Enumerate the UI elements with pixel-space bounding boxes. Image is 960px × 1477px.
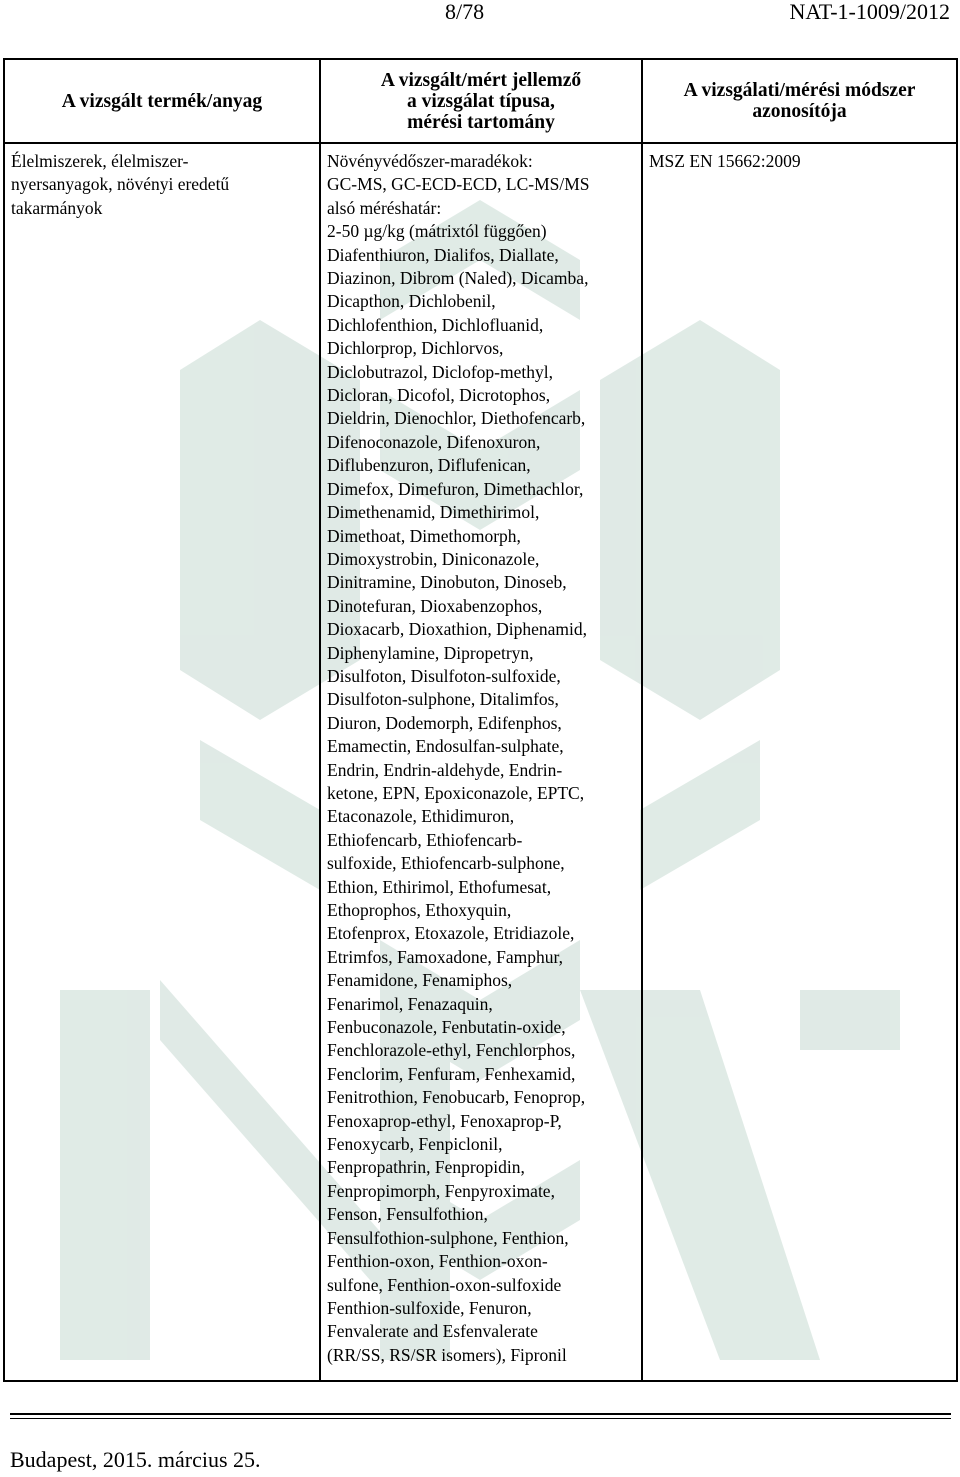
parameter-line: Dimethenamid, Dimethirimol,	[327, 502, 540, 523]
parameter-line: Disulfoton-sulphone, Ditalimfos,	[327, 689, 559, 710]
accreditation-table	[3, 58, 958, 1382]
parameter-line: Diuron, Dodemorph, Edifenphos,	[327, 712, 562, 733]
footer-rule-thin	[10, 1418, 951, 1419]
header-line: A vizsgált/mért jellemző	[380, 69, 582, 91]
parameter-line: Fenoxycarb, Fenpiclonil,	[327, 1134, 503, 1155]
header-line: A vizsgálati/mérési módszer	[683, 80, 916, 101]
method-id: MSZ EN 15662:2009	[649, 151, 801, 171]
parameter-line: Dinotefuran, Dioxabenzophos,	[327, 595, 543, 616]
header-line: mérési tartomány	[407, 111, 555, 133]
parameter-line: Diazinon, Dibrom (Naled), Dicamba,	[327, 268, 589, 289]
parameter-line: Dioxacarb, Dioxathion, Diphenamid,	[327, 619, 588, 640]
column-header-method	[642, 59, 957, 143]
product-line: takarmányok	[11, 197, 103, 218]
parameter-line: Emamectin, Endosulfan-sulphate,	[327, 736, 564, 757]
parameter-line: Etofenprox, Etoxazole, Etridiazole,	[327, 923, 575, 944]
parameter-line: Fenarimol, Fenazaquin,	[327, 993, 493, 1014]
parameter-line: Etaconazole, Ethidimuron,	[327, 806, 515, 827]
parameter-line: Dicapthon, Dichlobenil,	[327, 291, 496, 312]
parameter-line: Difenoconazole, Difenoxuron,	[327, 431, 541, 452]
parameter-line: Fenson, Fensulfothion,	[327, 1204, 488, 1225]
table-row	[4, 143, 957, 1381]
page-number: 8/78	[445, 0, 485, 24]
parameter-line: Fenpropimorph, Fenpyroximate,	[327, 1180, 555, 1201]
parameter-line: Fenthion-sulfoxide, Fenuron,	[327, 1297, 532, 1318]
parameter-line: Endrin, Endrin-aldehyde, Endrin-	[327, 759, 563, 780]
parameter-line: Fenclorim, Fenfuram, Fenhexamid,	[327, 1063, 576, 1084]
parameter-line: Növényvédőszer-maradékok:	[327, 151, 533, 171]
parameter-line: Ethiofencarb, Ethiofencarb-	[327, 829, 523, 850]
parameter-line: Diafenthiuron, Dialifos, Diallate,	[327, 244, 559, 265]
parameter-line: Dichlofenthion, Dichlofluanid,	[327, 314, 544, 335]
parameter-line: sulfone, Fenthion-oxon-sulfoxide	[327, 1274, 562, 1295]
parameter-line: Dimefox, Dimefuron, Dimethachlor,	[327, 478, 584, 499]
header-line: a vizsgálat típusa,	[407, 90, 555, 112]
parameter-line: Fenbuconazole, Fenbutatin-oxide,	[327, 1017, 566, 1038]
parameter-line: Dichlorprop, Dichlorvos,	[327, 338, 504, 359]
column-header-product	[4, 59, 320, 143]
product-cell	[4, 143, 320, 1381]
parameter-line: Etrimfos, Famoxadone, Famphur,	[327, 946, 564, 967]
parameter-line: sulfoxide, Ethiofencarb-sulphone,	[327, 853, 565, 874]
parameter-line: Dicloran, Dicofol, Dicrotophos,	[327, 385, 551, 406]
product-line: nyersanyagok, növényi eredetű	[11, 174, 230, 195]
parameter-line: (RR/SS, RS/SR isomers), Fipronil	[327, 1344, 567, 1365]
parameter-line: Fenitrothion, Fenobucarb, Fenoprop,	[327, 1087, 586, 1108]
parameter-line: Fenthion-oxon, Fenthion-oxon-	[327, 1251, 548, 1272]
parameter-line: Fenpropathrin, Fenpropidin,	[327, 1157, 525, 1178]
product-line: Élelmiszerek, élelmiszer-	[11, 151, 189, 171]
method-cell	[642, 143, 957, 1381]
table-header-row	[4, 59, 957, 143]
parameter-line: Fenvalerate and Esfenvalerate	[327, 1321, 538, 1342]
parameter-line: Fensulfothion-sulphone, Fenthion,	[327, 1227, 569, 1248]
parameter-line: ketone, EPN, Epoxiconazole, EPTC,	[327, 782, 585, 803]
parameter-line: Dimethoat, Dimethomorph,	[327, 525, 521, 546]
parameter-line: Diphenylamine, Dipropetryn,	[327, 642, 534, 663]
parameter-line: Ethoprophos, Ethoxyquin,	[327, 900, 512, 920]
parameter-line: Dieldrin, Dienochlor, Diethofencarb,	[327, 408, 586, 429]
column-header-parameter	[320, 59, 642, 143]
parameter-line: GC-MS, GC-ECD-ECD, LC-MS/MS	[327, 174, 590, 195]
document-id: NAT-1-1009/2012	[789, 0, 950, 24]
parameter-line: Fenamidone, Fenamiphos,	[327, 970, 513, 991]
parameter-line: Diflubenzuron, Diflufenican,	[327, 455, 531, 476]
parameter-line: Dinitramine, Dinobuton, Dinoseb,	[327, 572, 567, 593]
parameter-line: Diclobutrazol, Diclofop-methyl,	[327, 361, 553, 382]
parameter-cell	[320, 143, 642, 1381]
parameter-line: Disulfoton, Disulfoton-sulfoxide,	[327, 665, 561, 686]
footer-rule-thick	[10, 1413, 951, 1415]
parameter-line: 2-50 µg/kg (mátrixtól függően)	[327, 221, 547, 242]
parameter-line: Dimoxystrobin, Diniconazole,	[327, 548, 540, 569]
parameter-line: Fenoxaprop-ethyl, Fenoxaprop-P,	[327, 1110, 562, 1131]
parameter-line: Ethion, Ethirimol, Ethofumesat,	[327, 876, 552, 897]
parameter-line: alsó méréshatár:	[327, 197, 442, 218]
header-line: azonosítója	[752, 101, 847, 122]
parameter-line: Fenchlorazole-ethyl, Fenchlorphos,	[327, 1040, 576, 1061]
footer-place-date: Budapest, 2015. március 25.	[10, 1447, 261, 1472]
page-header	[0, 0, 960, 34]
header-line: A vizsgált termék/anyag	[61, 90, 263, 112]
